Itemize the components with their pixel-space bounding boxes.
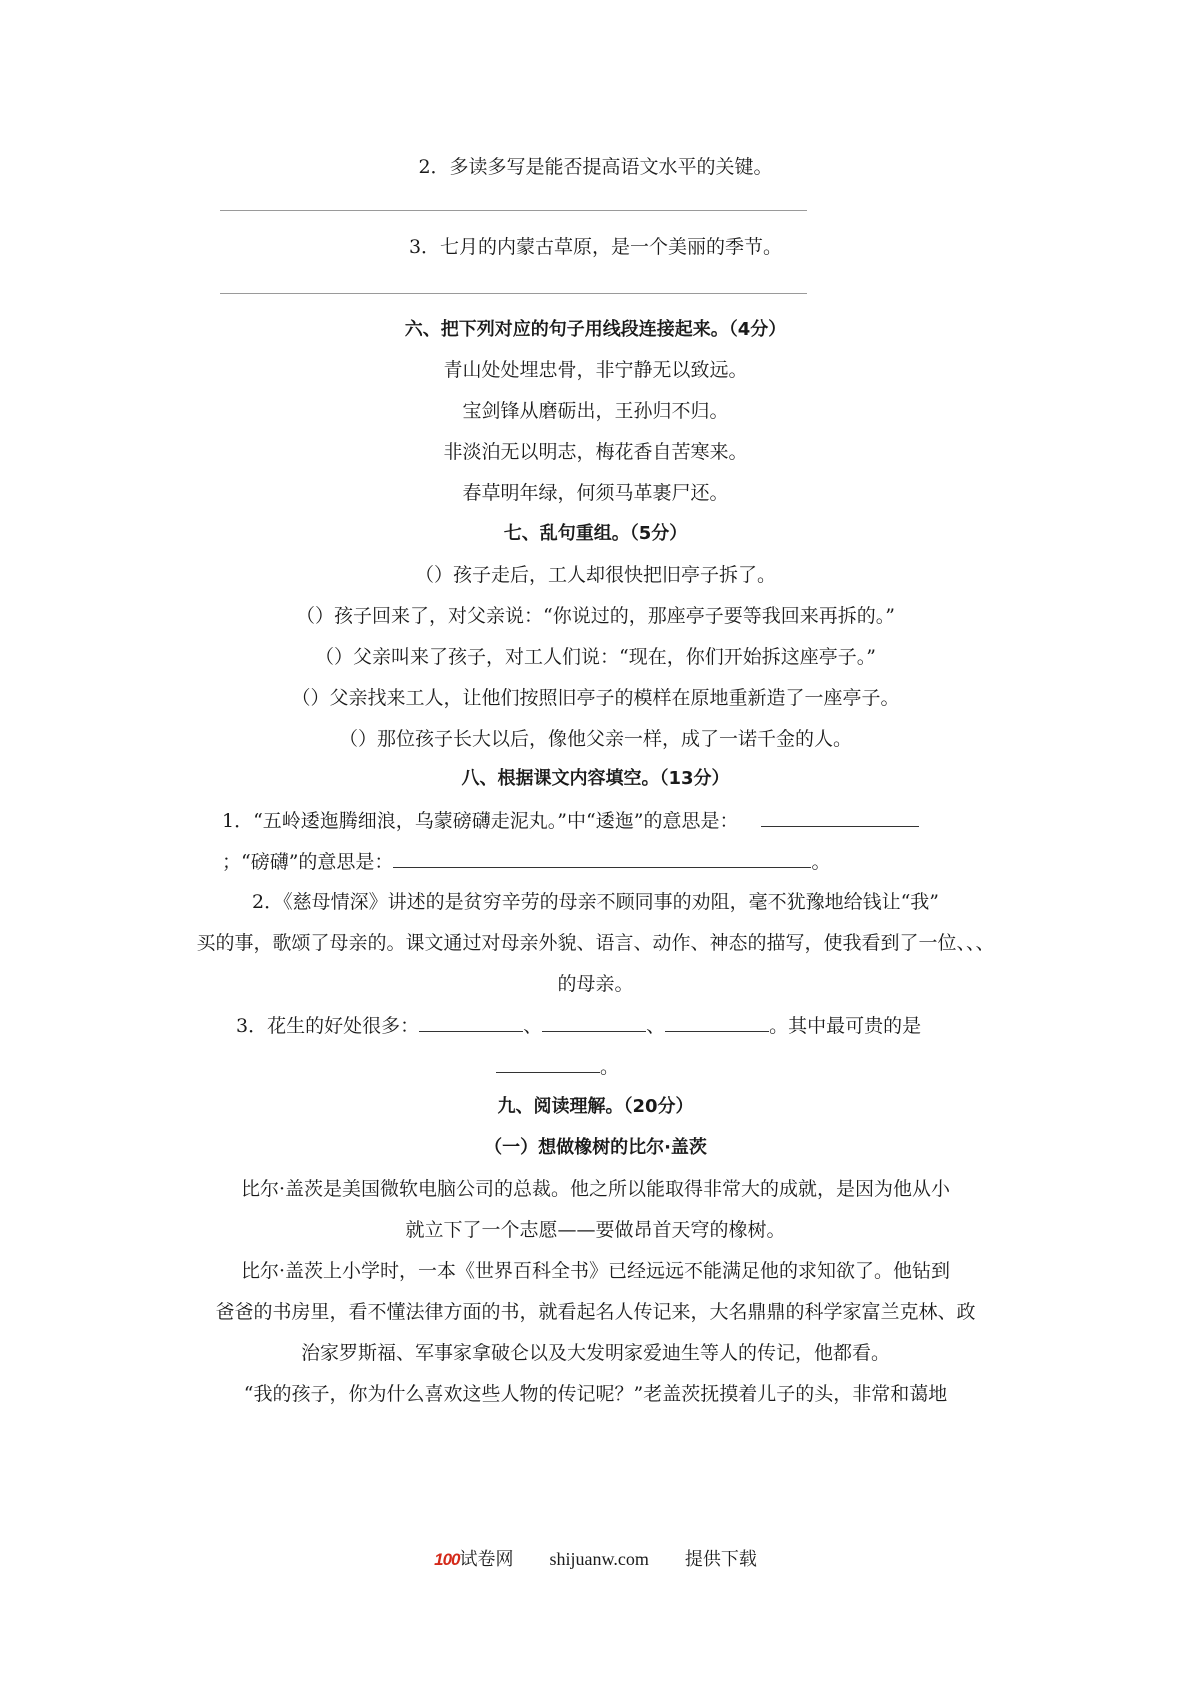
question-8-1-text: 1．“五岭逶迤腾细浪，乌蒙磅礴走泥丸。”中“逶迤”的意思是：	[222, 810, 739, 832]
question-8-3-end: 。其中最可贵的是	[769, 1015, 922, 1037]
answer-blank[interactable]	[665, 1013, 769, 1032]
answer-line-5-3	[220, 293, 807, 294]
passage-line: 比尔·盖茨是美国微软电脑公司的总裁。他之所以能取得非常大的成就，是因为他从小	[240, 1178, 951, 1200]
page-footer	[0, 1545, 1191, 1571]
match-line: 非淡泊无以明志，梅花香自苦寒来。	[443, 441, 748, 463]
answer-blank[interactable]	[393, 849, 811, 868]
question-8-3-cont	[496, 1054, 796, 1079]
passage-line: “我的孩子，你为什么喜欢这些人物的传记呢？”老盖茨抚摸着儿子的头，非常和蔼地	[243, 1383, 948, 1405]
section-9-heading: 九、阅读理解。（20分）	[497, 1096, 694, 1117]
separator: 、	[646, 1015, 666, 1037]
period: 。	[811, 851, 831, 873]
reorder-line: （）那位孩子长大以后，像他父亲一样，成了一诺千金的人。	[338, 728, 852, 750]
section-6-heading: 六、把下列对应的句子用线段连接起来。（4分）	[404, 319, 787, 340]
answer-blank[interactable]	[419, 1013, 523, 1032]
match-line: 宝剑锋从磨砺出，王孙归不归。	[462, 400, 729, 422]
site-logo: 100	[434, 1550, 460, 1569]
passage-line: 爸爸的书房里，看不懂法律方面的书，就看起名人传记来，大名鼎鼎的科学家富兰克林、政	[215, 1301, 976, 1323]
question-8-1	[222, 808, 962, 833]
question-8-3-text: 3．花生的好处很多：	[236, 1015, 420, 1037]
section-7-heading: 七、乱句重组。（5分）	[503, 523, 688, 544]
question-8-1-cont	[222, 849, 962, 874]
question-8-3	[236, 1013, 976, 1038]
question-5-3: 3．七月的内蒙古草原，是一个美丽的季节。	[408, 236, 783, 258]
answer-blank[interactable]	[542, 1013, 646, 1032]
answer-blank[interactable]	[761, 808, 919, 827]
passage-line: 就立下了一个志愿——要做昂首天穹的橡树。	[405, 1219, 786, 1241]
site-domain[interactable]: shijuanw.com	[549, 1549, 649, 1569]
separator: 、	[523, 1015, 543, 1037]
question-8-2: 2．《慈母情深》讲述的是贫穷辛劳的母亲不顾同事的劝阻，毫不犹豫地给钱让“我”	[251, 891, 940, 913]
download-note: 提供下载	[684, 1549, 757, 1569]
period: 。	[600, 1056, 620, 1078]
match-line: 青山处处埋忠骨，非宁静无以致远。	[443, 359, 748, 381]
question-8-1-text2: ；“磅礴”的意思是：	[222, 851, 394, 873]
reorder-line: （）孩子走后，工人却很快把旧亭子拆了。	[414, 564, 776, 586]
site-name: 试卷网	[459, 1549, 514, 1569]
section-8-heading: 八、根据课文内容填空。（13分）	[461, 768, 730, 789]
question-5-2: 2．多读多写是能否提高语文水平的关键。	[418, 156, 773, 178]
answer-line-5-2	[220, 210, 807, 211]
question-8-2-end: 的母亲。	[557, 973, 634, 995]
reorder-line: （）孩子回来了，对父亲说：“你说过的，那座亭子要等我回来再拆的。”	[296, 605, 895, 627]
question-8-2-cont: 买的事，歌颂了母亲的。课文通过对母亲外貌、语言、动作、神态的描写，使我看到了一位、、、	[196, 932, 995, 954]
passage-line: 治家罗斯福、军事家拿破仑以及大发明家爱迪生等人的传记，他都看。	[300, 1342, 890, 1364]
passage-title: （一）想做橡树的比尔·盖茨	[484, 1137, 707, 1158]
answer-blank[interactable]	[496, 1054, 600, 1073]
reorder-line: （）父亲叫来了孩子，对工人们说：“现在，你们开始拆这座亭子。”	[315, 646, 876, 668]
match-line: 春草明年绿，何须马革裹尸还。	[462, 482, 729, 504]
passage-line: 比尔·盖茨上小学时，一本《世界百科全书》已经远远不能满足他的求知欲了。他钻到	[240, 1260, 951, 1282]
reorder-line: （）父亲找来工人，让他们按照旧亭子的模样在原地重新造了一座亭子。	[291, 687, 900, 709]
